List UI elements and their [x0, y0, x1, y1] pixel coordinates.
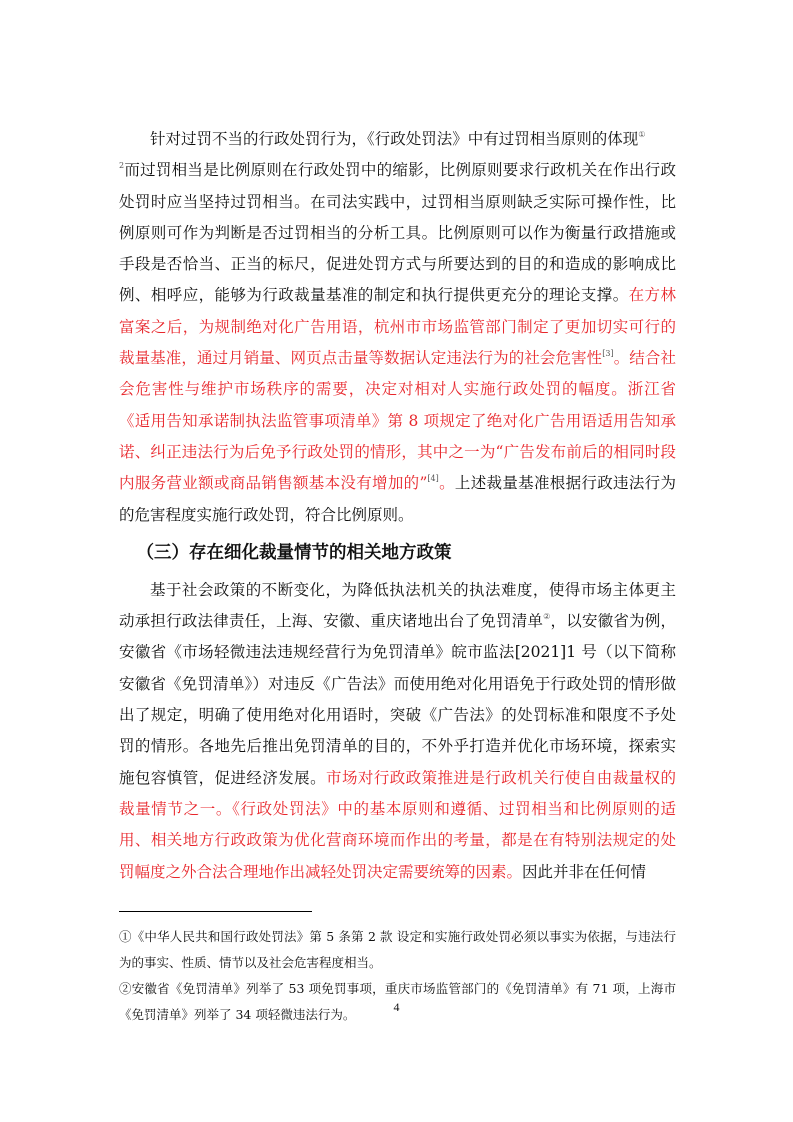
citation-ref-4[interactable]: [4]	[427, 474, 439, 484]
footnote-2: ②安徽省《免罚清单》列举了 53 项免罚事项，重庆市场监管部门的《免罚清单》有 71 项，上海市《免罚清单》列举了 34 项轻微违法行为。	[119, 981, 676, 1022]
paragraph-local-policy	[119, 575, 676, 888]
highlighted-text: 在方林富案之后，为规制绝对化广告用语，杭州市市场监管部门制定了更加切实可行的裁量基准，通过月销量、网页点击量等数据认定违法行为的社会危害性	[119, 286, 676, 368]
citation-ref-3[interactable]: [3]	[602, 349, 614, 359]
highlighted-text: 。结合社会危害性与维护市场秩序的需要，决定对相对人实施行政处罚的幅度。浙江省《适用告知承诺制执法监管事项清单》第 8 项规定了绝对化广告用语适用告知承诺、纠正违法行为后免予行政处罚的情形，其中之一为“广告发布前后的相同时段内服务营业额或商品销售额基本没有增加的”	[119, 349, 676, 493]
highlighted-text: 。	[438, 474, 455, 493]
paragraph-text: 上述裁量基准根据行政违法行为的危害程度实施行政处罚，符合比例原则。	[119, 474, 676, 524]
footnote-ref-2b[interactable]: ②	[543, 612, 551, 622]
paragraph-text: ，以安徽省为例，安徽省《市场轻微违法违规经营行为免罚清单》皖市监法[2021]1 号（以下简称安徽省《免罚清单》）对违反《广告法》而使用绝对化用语免于行政处罚的情形做出了规定，明确了使用绝对化用语时，突破《广告法》的处罚标准和限度不予处罚的情形。各地先后推出免罚清单的目的，不外乎打造并优化市场环境，探索实施包容慎管，促进经济发展。	[119, 612, 676, 787]
paragraph-text: 基于社会政策的不断变化，为降低执法机关的执法难度，使得市场主体更主动承担行政法律责任，上海、安徽、重庆诸地出台了免罚清单	[119, 580, 676, 631]
footnote-ref-2[interactable]: 2	[119, 161, 125, 171]
footnote-ref-1[interactable]: ①	[638, 130, 646, 139]
footnote-separator	[119, 911, 312, 912]
footnote-1: ①《中华人民共和国行政处罚法》第 5 条第 2 款 设定和实施行政处罚必须以事实为依据，与违法行为的事实、性质、情节以及社会危害程度相当。	[119, 929, 676, 970]
body-text	[119, 124, 676, 888]
section-heading: （三）存在细化裁量情节的相关地方政策	[136, 542, 452, 563]
paragraph-proportionality	[119, 124, 676, 531]
paragraph-text: 而过罚相当是比例原则在行政处罚中的缩影，比例原则要求行政机关在作出行政处罚时应当坚持过罚相当。在司法实践中，过罚相当原则缺乏实际可操作性，比例原则可作为判断是否过罚相当的分析工具。比例原则可以作为衡量行政措施或手段是否恰当、正当的标尺，促进处罚方式与所要达到的目的和造成的影响成比例、相呼应，能够为行政裁量基准的制定和执行提供更充分的理论支撑。	[119, 161, 676, 305]
highlighted-text: 市场对行政政策推进是行政机关行使自由裁量权的裁量情节之一。《行政处罚法》中的基本原则和遵循、过罚相当和比例原则的适用、相关地方行政政策为优化营商环境而作出的考量，都是在有特别法规定的处罚幅度之外合法合理地作出减轻处罚决定需要统筹的因素。	[119, 768, 676, 881]
paragraph-text: 针对过罚不当的行政处罚行为，《行政处罚法》中有过罚相当原则的体现	[150, 130, 639, 148]
paragraph-text: 因此并非在任何情	[522, 862, 647, 881]
page-number: 4	[393, 1000, 400, 1014]
